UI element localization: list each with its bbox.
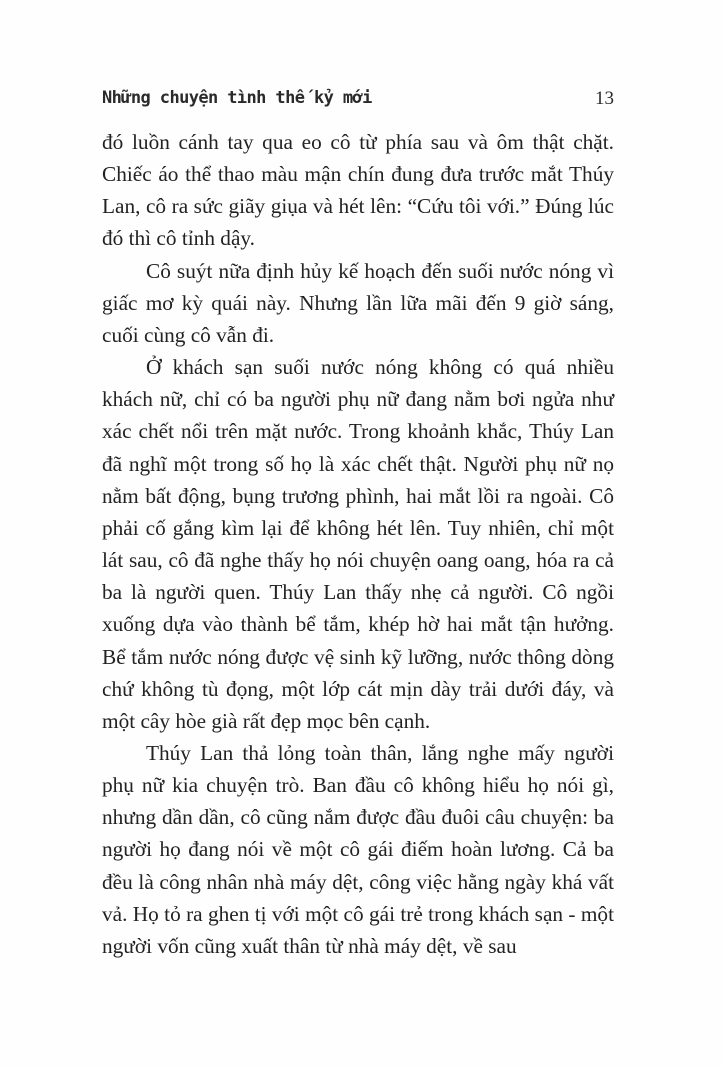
paragraph: Ở khách sạn suối nước nóng không có quá nhiều khách nữ, chỉ có ba người phụ nữ đang nằm bơi ngửa như xác chết nổi trên mặt nước. Trong khoảnh khắc, Thúy Lan đã nghĩ một trong số họ là xác chết thật. Người phụ nữ nọ nằm bất động, bụng trương phình, hai mắt lồi ra ngoài. Cô phải cố gắng kìm lại để không hét lên. Tuy nhiên, chỉ một lát sau, cô đã nghe thấy họ nói chuyện oang oang, hóa ra cả ba là người quen. Thúy Lan thấy nhẹ cả người. Cô ngồi xuống dựa vào thành bể tắm, khép hờ hai mắt tận hưởng. Bể tắm nước nóng được vệ sinh kỹ lưỡng, nước thông dòng chứ không tù đọng, một lớp cát mịn dày trải dưới đáy, và một cây hòe già rất đẹp mọc bên cạnh. [102,355,614,733]
running-header [102,84,614,114]
chapter-title: Những chuyện tình thế kỷ mới [102,88,372,108]
body-text [102,126,614,962]
paragraph: Thúy Lan thả lỏng toàn thân, lắng nghe mấy người phụ nữ kia chuyện trò. Ban đầu cô không hiểu họ nói gì, nhưng dần dần, cô cũng nắm được đầu đuôi câu chuyện: ba người họ đang nói về một cô gái điếm hoàn lương. Cả ba đều là công nhân nhà máy dệt, công việc hằng ngày khá vất vả. Họ tỏ ra ghen tị với một cô gái trẻ trong khách sạn - một người vốn cũng xuất thân từ nhà máy dệt, về sau [102,740,614,958]
paragraph: Cô suýt nữa định hủy kế hoạch đến suối nước nóng vì giấc mơ kỳ quái này. Nhưng lần lữa mãi đến 9 giờ sáng, cuối cùng cô vẫn đi. [102,258,614,347]
page-number: 13 [595,88,614,109]
paragraph-continued: đó luồn cánh tay qua eo cô từ phía sau và ôm thật chặt. Chiếc áo thể thao màu mận chín đung đưa trước mắt Thúy Lan, cô ra sức giãy giụa và hét lên: “Cứu tôi với.” Đúng lúc đó thì cô tỉnh dậy. [102,130,614,251]
